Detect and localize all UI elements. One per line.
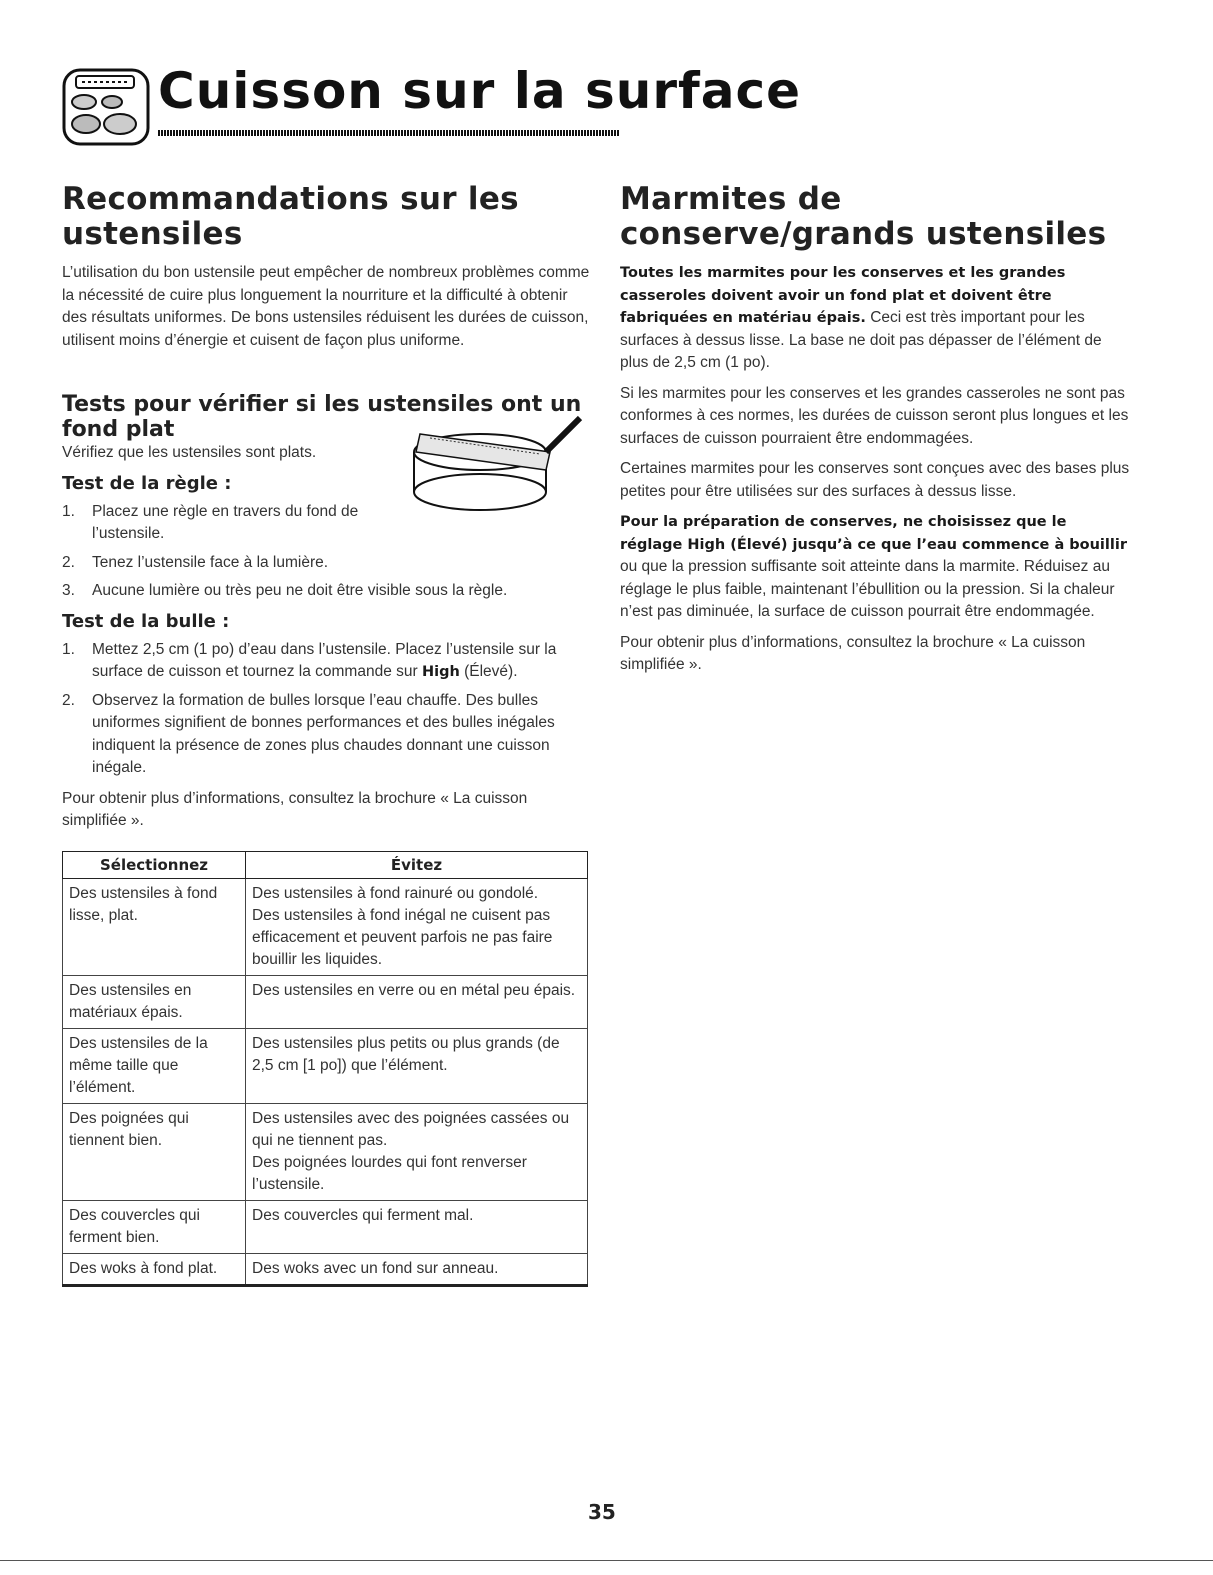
table-row: Des ustensiles de la même taille que l’élément. Des ustensiles plus petits ou plus grands (de 2,5 cm [1 po]) que l’élément.: [63, 1028, 588, 1103]
page-number: 35: [588, 1500, 616, 1524]
list-item: 1. Mettez 2,5 cm (1 po) d’eau dans l’ustensile. Placez l’ustensile sur la surface de cuisson et tournez la commande sur High (Élevé).: [62, 640, 557, 680]
tests-heading: Tests pour vérifier si les ustensiles ont un fond plat: [62, 392, 582, 442]
footer-rule: [0, 1560, 1213, 1561]
table-row: Des ustensiles à fond lisse, plat. Des ustensiles à fond rainuré ou gondolé. Des ustensiles à fond inégal ne cuisent pas efficacement et peuvent parfois ne pas faire bouillir les liquides.: [63, 878, 588, 975]
list-item: 3. Aucune lumière ou très peu ne doit être visible sous la règle.: [62, 582, 508, 599]
pan-ruler-illustration: [400, 412, 600, 532]
list-item: 2. Observez la formation de bulles lorsque l’eau chauffe. Des bulles uniformes signifient de bonnes performances et des bulles inégales indiquent la présence de zones plus chaudes donnant une cuisson inégale.: [62, 691, 555, 776]
table-header-select: Sélectionnez: [63, 851, 246, 878]
more-info-text: Pour obtenir plus d’informations, consultez la brochure « La cuisson simplifiée ».: [62, 789, 528, 829]
utensils-intro: L’utilisation du bon ustensile peut empêcher de nombreux problèmes comme la nécessité de cuire plus longuement la nourriture et la difficulté à obtenir des résultats uniformes. De bons ustensiles réduisent les durées de cuisson, utilisent moins d’énergie et cuisent de façon plus uniforme.: [62, 264, 590, 349]
page-title: Cuisson sur la surface: [158, 62, 802, 120]
bubble-test-title: Test de la bulle :: [62, 610, 230, 632]
tests-intro: Vérifiez que les ustensiles sont plats.: [62, 444, 317, 461]
table-row: Des poignées qui tiennent bien. Des ustensiles avec des poignées cassées ou qui ne tiennent pas. Des poignées lourdes qui font renverser l’ustensile.: [63, 1103, 588, 1200]
canner-paragraph-4: Pour la préparation de conserves, ne choisissez que le réglage High (Élevé) jusqu’à ce que l’eau commence à bouillir ou que la pression suffisante soit atteinte dans la marmite. Réduisez au réglage le plus faible, maintenant l’ébullition ou la pression. Si la chaleur n’est pas diminuée, la surface de cuisson pourrait être endommagée.: [620, 514, 1127, 620]
canner-paragraph-3: Certaines marmites pour les conserves sont conçues avec des bases plus petites pour être utilisées sur des surfaces à dessus lisse.: [620, 460, 1130, 500]
ruler-test-title: Test de la règle :: [62, 472, 232, 494]
table-row: Des couvercles qui ferment bien. Des couvercles qui ferment mal.: [63, 1200, 588, 1253]
list-item: 2. Tenez l’ustensile face à la lumière.: [62, 553, 329, 571]
section-heading-utensils: Recommandations sur les ustensiles: [62, 181, 519, 252]
canner-paragraph-1: Toutes les marmites pour les conserves et les grandes casseroles doivent avoir un fond plat et doivent être fabriquées en matériau épais. Ceci est très important pour les surfaces à dessus lisse. La base ne doit pas dépasser de l’élément de plus de 2,5 cm (1 po).: [620, 265, 1102, 371]
utensil-comparison-table: [62, 851, 588, 1287]
canner-paragraph-5: Pour obtenir plus d’informations, consultez la brochure « La cuisson simplifiée ».: [620, 633, 1086, 673]
table-row: Des woks à fond plat. Des woks avec un fond sur anneau.: [63, 1253, 588, 1285]
right-column: [620, 182, 1132, 685]
cooktop-icon: [62, 68, 150, 146]
table-row: Des ustensiles en matériaux épais. Des ustensiles en verre ou en métal peu épais.: [63, 975, 588, 1028]
title-underline: [158, 130, 620, 136]
page-header: [62, 60, 802, 150]
table-header-avoid: Évitez: [246, 851, 588, 878]
left-column: [62, 182, 590, 1287]
flat-bottom-tests: [62, 392, 590, 833]
list-item: 1. Placez une règle en travers du fond de l’ustensile.: [62, 502, 359, 542]
canner-paragraph-2: Si les marmites pour les conserves et les grandes casseroles ne sont pas conformes à ces normes, les durées de cuisson seront plus longues et les surfaces de cuisson pourraient être endommagées.: [620, 384, 1129, 447]
bubble-test-steps: [62, 639, 590, 780]
section-heading-canners: Marmites de conserve/grands ustensiles: [620, 181, 1107, 252]
